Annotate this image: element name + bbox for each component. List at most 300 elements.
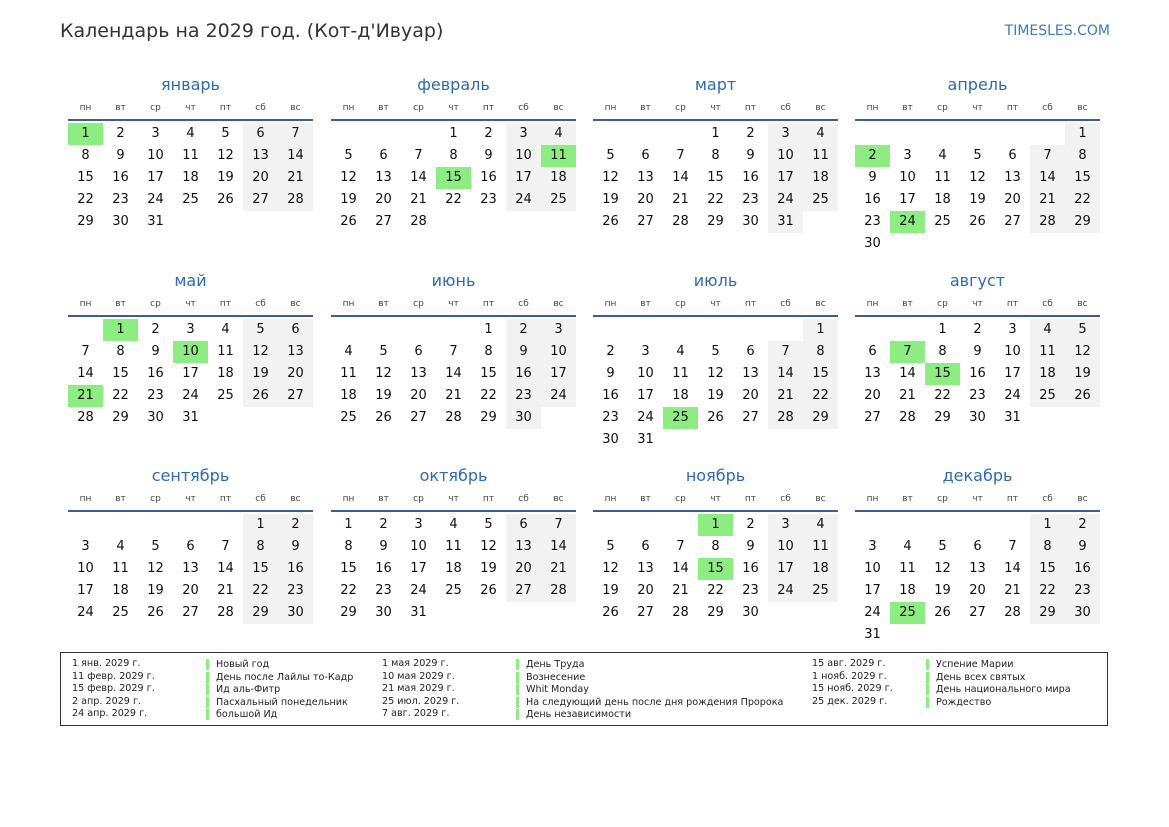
day-cell: 21 <box>445 388 462 403</box>
day-cell: 3 <box>186 322 195 337</box>
legend-holiday-name: Новый год <box>206 659 269 670</box>
day-cell: 23 <box>602 410 619 425</box>
day-cell: 25 <box>803 189 838 211</box>
day-cell: 25 <box>182 192 199 207</box>
day-cell: 28 <box>672 605 689 620</box>
day-cell: 5 <box>243 319 278 341</box>
day-cell: 12 <box>1065 341 1100 363</box>
holiday-day-cell: 7 <box>890 341 925 363</box>
holiday-legend <box>60 652 1108 726</box>
holiday-day-cell: 24 <box>890 211 925 233</box>
holiday-day-cell: 21 <box>68 385 103 407</box>
month-name: февраль <box>417 75 490 94</box>
weekday-label: вс <box>1077 494 1088 504</box>
weekday-label: чт <box>185 299 196 309</box>
day-cell: 30 <box>864 236 881 251</box>
day-cell: 24 <box>768 189 803 211</box>
day-cell: 24 <box>182 388 199 403</box>
day-cell: 20 <box>742 388 759 403</box>
weekday-label: пт <box>1006 299 1019 309</box>
day-cell: 12 <box>375 366 392 381</box>
legend-holiday-name: День всех святых <box>926 672 1025 683</box>
weekday-label: вс <box>290 494 301 504</box>
day-cell: 2 <box>484 126 493 141</box>
day-cell: 29 <box>1065 211 1100 233</box>
day-cell: 9 <box>746 148 755 163</box>
day-cell: 6 <box>243 123 278 145</box>
weekday-label: вт <box>902 494 913 504</box>
weekday-label: пт <box>1006 103 1019 113</box>
day-cell: 20 <box>278 363 313 385</box>
day-cell: 8 <box>449 148 458 163</box>
weekday-label: ср <box>675 494 686 504</box>
day-cell: 27 <box>637 214 654 229</box>
month-calendar <box>855 269 1100 429</box>
day-cell: 2 <box>746 517 755 532</box>
day-cell: 2 <box>151 322 160 337</box>
day-cell: 28 <box>278 189 313 211</box>
day-cell: 3 <box>641 344 650 359</box>
day-cell: 13 <box>182 561 199 576</box>
weekday-label: вс <box>1077 103 1088 113</box>
day-cell: 18 <box>934 192 951 207</box>
holiday-day-cell: 25 <box>890 602 925 624</box>
days-grid <box>855 514 1100 646</box>
site-link[interactable]: TIMESLES.COM <box>1004 23 1110 39</box>
day-cell: 2 <box>116 126 125 141</box>
weekday-label: вт <box>902 103 913 113</box>
day-cell: 24 <box>541 385 576 407</box>
day-cell: 16 <box>278 558 313 580</box>
day-cell: 20 <box>637 583 654 598</box>
day-cell: 21 <box>217 583 234 598</box>
weekday-header <box>593 293 838 317</box>
day-cell: 19 <box>243 363 278 385</box>
weekday-label: ср <box>675 103 686 113</box>
day-cell: 1 <box>1065 123 1100 145</box>
day-cell: 14 <box>77 366 94 381</box>
legend-date: 24 апр. 2029 г. <box>72 708 148 720</box>
day-cell: 10 <box>147 148 164 163</box>
legend-holiday-name: День после Лайлы то-Кадр <box>206 672 353 683</box>
days-grid <box>855 123 1100 255</box>
weekday-label: сб <box>780 103 791 113</box>
weekday-label: ср <box>937 299 948 309</box>
weekday-label: сб <box>255 103 266 113</box>
day-cell: 12 <box>707 366 724 381</box>
day-cell: 26 <box>217 192 234 207</box>
day-cell: 9 <box>606 366 615 381</box>
day-cell: 28 <box>1004 605 1021 620</box>
day-cell: 3 <box>768 123 803 145</box>
empty-cell <box>890 514 925 536</box>
day-cell: 29 <box>77 214 94 229</box>
day-cell: 14 <box>445 366 462 381</box>
day-cell: 29 <box>243 602 278 624</box>
day-cell: 31 <box>768 211 803 233</box>
month-name: сентябрь <box>151 466 230 485</box>
empty-cell <box>663 514 698 536</box>
day-cell: 3 <box>903 148 912 163</box>
days-grid <box>68 319 313 429</box>
holiday-day-cell: 25 <box>663 407 698 429</box>
day-cell: 30 <box>112 214 129 229</box>
weekday-label: вс <box>815 494 826 504</box>
holiday-day-cell: 10 <box>173 341 208 363</box>
day-cell: 3 <box>1008 322 1017 337</box>
day-cell: 18 <box>112 583 129 598</box>
day-cell: 13 <box>278 341 313 363</box>
legend-holiday-name: Вознесение <box>516 672 585 683</box>
empty-cell <box>925 123 960 145</box>
day-cell: 5 <box>221 126 230 141</box>
day-cell: 11 <box>803 145 838 167</box>
day-cell: 28 <box>1030 211 1065 233</box>
day-cell: 14 <box>541 536 576 558</box>
day-cell: 18 <box>340 388 357 403</box>
month-name: апрель <box>947 75 1008 94</box>
day-cell: 30 <box>742 605 759 620</box>
legend-date: 25 дек. 2029 г. <box>812 695 888 707</box>
empty-cell <box>593 123 628 145</box>
weekday-label: пт <box>744 299 757 309</box>
day-cell: 7 <box>81 344 90 359</box>
day-cell: 13 <box>864 366 881 381</box>
legend-date: 1 нояб. 2029 г. <box>812 670 887 682</box>
day-cell: 21 <box>410 192 427 207</box>
day-cell: 4 <box>186 126 195 141</box>
day-cell: 25 <box>445 583 462 598</box>
day-cell: 13 <box>637 561 654 576</box>
day-cell: 21 <box>541 558 576 580</box>
day-cell: 24 <box>506 189 541 211</box>
day-cell: 18 <box>541 167 576 189</box>
day-cell: 18 <box>217 366 234 381</box>
day-cell: 21 <box>899 388 916 403</box>
day-cell: 18 <box>672 388 689 403</box>
day-cell: 7 <box>414 148 423 163</box>
day-cell: 22 <box>243 580 278 602</box>
weekday-label: пт <box>482 103 495 113</box>
day-cell: 1 <box>243 514 278 536</box>
empty-cell <box>698 319 733 341</box>
day-cell: 25 <box>340 410 357 425</box>
weekday-label: чт <box>972 494 983 504</box>
day-cell: 8 <box>116 344 125 359</box>
day-cell: 14 <box>217 561 234 576</box>
month-calendar <box>68 73 313 233</box>
legend-holiday-name: Whit Monday <box>516 684 589 695</box>
day-cell: 9 <box>379 539 388 554</box>
day-cell: 13 <box>243 145 278 167</box>
day-cell: 25 <box>934 214 951 229</box>
day-cell: 17 <box>864 583 881 598</box>
day-cell: 8 <box>1030 536 1065 558</box>
day-cell: 7 <box>449 344 458 359</box>
empty-cell <box>331 319 366 341</box>
day-cell: 10 <box>541 341 576 363</box>
day-cell: 27 <box>410 410 427 425</box>
weekday-label: пт <box>482 299 495 309</box>
day-cell: 2 <box>1065 514 1100 536</box>
legend-holiday-name: Пасхальный понедельник <box>206 697 348 708</box>
day-cell: 5 <box>1065 319 1100 341</box>
day-cell: 20 <box>410 388 427 403</box>
day-cell: 14 <box>899 366 916 381</box>
weekday-label: сб <box>1042 103 1053 113</box>
day-cell: 29 <box>1030 602 1065 624</box>
empty-cell <box>593 319 628 341</box>
holiday-day-cell: 15 <box>436 167 471 189</box>
days-grid <box>593 514 838 624</box>
empty-cell <box>733 319 768 341</box>
day-cell: 18 <box>803 167 838 189</box>
day-cell: 2 <box>746 126 755 141</box>
weekday-label: пн <box>342 103 355 113</box>
day-cell: 6 <box>414 344 423 359</box>
empty-cell <box>103 514 138 536</box>
day-cell: 27 <box>506 580 541 602</box>
weekday-header <box>855 488 1100 512</box>
day-cell: 9 <box>973 344 982 359</box>
day-cell: 22 <box>480 388 497 403</box>
weekday-label: пн <box>604 494 617 504</box>
day-cell: 20 <box>864 388 881 403</box>
weekday-label: вс <box>815 103 826 113</box>
day-cell: 11 <box>182 148 199 163</box>
empty-cell <box>628 123 663 145</box>
day-cell: 26 <box>934 605 951 620</box>
empty-cell <box>890 319 925 341</box>
day-cell: 18 <box>1030 363 1065 385</box>
legend-holiday-name: День национального мира <box>926 684 1071 695</box>
day-cell: 28 <box>410 214 427 229</box>
month-name: октябрь <box>419 466 488 485</box>
day-cell: 4 <box>344 344 353 359</box>
day-cell: 28 <box>77 410 94 425</box>
legend-date: 7 авг. 2029 г. <box>382 708 450 720</box>
day-cell: 7 <box>1008 539 1017 554</box>
day-cell: 15 <box>480 366 497 381</box>
day-cell: 8 <box>484 344 493 359</box>
day-cell: 8 <box>243 536 278 558</box>
day-cell: 30 <box>1065 602 1100 624</box>
day-cell: 16 <box>375 561 392 576</box>
day-cell: 17 <box>506 167 541 189</box>
weekday-label: сб <box>255 299 266 309</box>
day-cell: 26 <box>480 583 497 598</box>
weekday-label: ср <box>937 103 948 113</box>
empty-cell <box>768 319 803 341</box>
day-cell: 23 <box>969 388 986 403</box>
day-cell: 13 <box>375 170 392 185</box>
weekday-label: чт <box>185 103 196 113</box>
day-cell: 8 <box>803 341 838 363</box>
empty-cell <box>68 514 103 536</box>
day-cell: 30 <box>375 605 392 620</box>
day-cell: 13 <box>969 561 986 576</box>
weekday-header <box>855 293 1100 317</box>
weekday-label: пн <box>342 299 355 309</box>
day-cell: 3 <box>151 126 160 141</box>
day-cell: 10 <box>506 145 541 167</box>
day-cell: 16 <box>147 366 164 381</box>
empty-cell <box>855 319 890 341</box>
day-cell: 6 <box>746 344 755 359</box>
legend-date: 21 мая 2029 г. <box>382 683 455 695</box>
day-cell: 26 <box>602 605 619 620</box>
weekday-header <box>331 488 576 512</box>
weekday-label: пн <box>604 103 617 113</box>
day-cell: 3 <box>414 517 423 532</box>
weekday-header <box>593 488 838 512</box>
day-cell: 9 <box>868 170 877 185</box>
day-cell: 10 <box>637 366 654 381</box>
day-cell: 23 <box>864 214 881 229</box>
legend-holiday-name: Рождество <box>926 697 991 708</box>
day-cell: 1 <box>344 517 353 532</box>
day-cell: 20 <box>1004 192 1021 207</box>
day-cell: 15 <box>77 170 94 185</box>
day-cell: 9 <box>151 344 160 359</box>
day-cell: 23 <box>147 388 164 403</box>
day-cell: 14 <box>1030 167 1065 189</box>
day-cell: 22 <box>934 388 951 403</box>
day-cell: 23 <box>742 583 759 598</box>
day-cell: 14 <box>278 145 313 167</box>
weekday-label: чт <box>448 103 459 113</box>
day-cell: 12 <box>147 561 164 576</box>
days-grid <box>331 123 576 233</box>
days-grid <box>68 123 313 233</box>
day-cell: 11 <box>1030 341 1065 363</box>
day-cell: 27 <box>864 410 881 425</box>
day-cell: 3 <box>81 539 90 554</box>
day-cell: 19 <box>217 170 234 185</box>
month-calendar <box>593 73 838 233</box>
day-cell: 2 <box>379 517 388 532</box>
day-cell: 23 <box>1065 580 1100 602</box>
day-cell: 22 <box>445 192 462 207</box>
day-cell: 26 <box>602 214 619 229</box>
empty-cell <box>663 319 698 341</box>
day-cell: 22 <box>707 192 724 207</box>
weekday-header <box>68 293 313 317</box>
day-cell: 25 <box>217 388 234 403</box>
day-cell: 31 <box>182 410 199 425</box>
day-cell: 10 <box>410 539 427 554</box>
empty-cell <box>173 514 208 536</box>
empty-cell <box>925 514 960 536</box>
day-cell: 7 <box>221 539 230 554</box>
day-cell: 13 <box>742 366 759 381</box>
day-cell: 28 <box>672 214 689 229</box>
day-cell: 16 <box>742 170 759 185</box>
weekday-label: ср <box>150 103 161 113</box>
day-cell: 23 <box>112 192 129 207</box>
day-cell: 27 <box>742 410 759 425</box>
day-cell: 12 <box>480 539 497 554</box>
day-cell: 7 <box>676 148 685 163</box>
weekday-label: вс <box>553 494 564 504</box>
day-cell: 26 <box>340 214 357 229</box>
day-cell: 20 <box>506 558 541 580</box>
day-cell: 20 <box>969 583 986 598</box>
weekday-label: чт <box>448 299 459 309</box>
days-grid <box>68 514 313 624</box>
day-cell: 24 <box>147 192 164 207</box>
weekday-label: пн <box>866 494 879 504</box>
day-cell: 28 <box>768 407 803 429</box>
day-cell: 15 <box>1065 167 1100 189</box>
weekday-label: сб <box>1042 299 1053 309</box>
day-cell: 11 <box>899 561 916 576</box>
weekday-label: ср <box>150 494 161 504</box>
day-cell: 1 <box>449 126 458 141</box>
day-cell: 24 <box>768 580 803 602</box>
day-cell: 29 <box>707 605 724 620</box>
day-cell: 11 <box>672 366 689 381</box>
legend-date: 2 апр. 2029 г. <box>72 695 142 707</box>
days-grid <box>855 319 1100 429</box>
weekday-label: пн <box>866 103 879 113</box>
empty-cell <box>68 319 103 341</box>
day-cell: 14 <box>672 561 689 576</box>
weekday-header <box>855 97 1100 121</box>
day-cell: 4 <box>449 517 458 532</box>
day-cell: 17 <box>637 388 654 403</box>
day-cell: 11 <box>217 344 234 359</box>
empty-cell <box>628 319 663 341</box>
day-cell: 1 <box>938 322 947 337</box>
day-cell: 12 <box>934 561 951 576</box>
empty-cell <box>890 123 925 145</box>
empty-cell <box>960 123 995 145</box>
day-cell: 20 <box>637 192 654 207</box>
day-cell: 15 <box>707 170 724 185</box>
day-cell: 6 <box>278 319 313 341</box>
day-cell: 1 <box>1030 514 1065 536</box>
month-name: июль <box>693 271 738 290</box>
day-cell: 5 <box>151 539 160 554</box>
day-cell: 7 <box>768 341 803 363</box>
weekday-label: чт <box>710 494 721 504</box>
day-cell: 15 <box>803 363 838 385</box>
day-cell: 2 <box>506 319 541 341</box>
day-cell: 12 <box>340 170 357 185</box>
day-cell: 2 <box>278 514 313 536</box>
day-cell: 20 <box>375 192 392 207</box>
weekday-label: пт <box>1006 494 1019 504</box>
day-cell: 12 <box>243 341 278 363</box>
day-cell: 24 <box>77 605 94 620</box>
weekday-header <box>68 488 313 512</box>
day-cell: 9 <box>506 341 541 363</box>
day-cell: 12 <box>602 561 619 576</box>
day-cell: 31 <box>410 605 427 620</box>
month-name: ноябрь <box>685 466 746 485</box>
day-cell: 15 <box>112 366 129 381</box>
day-cell: 29 <box>803 407 838 429</box>
day-cell: 10 <box>899 170 916 185</box>
day-cell: 30 <box>602 432 619 447</box>
day-cell: 9 <box>484 148 493 163</box>
day-cell: 25 <box>803 580 838 602</box>
holiday-day-cell: 1 <box>698 514 733 536</box>
day-cell: 8 <box>81 148 90 163</box>
day-cell: 30 <box>147 410 164 425</box>
weekday-label: сб <box>780 299 791 309</box>
